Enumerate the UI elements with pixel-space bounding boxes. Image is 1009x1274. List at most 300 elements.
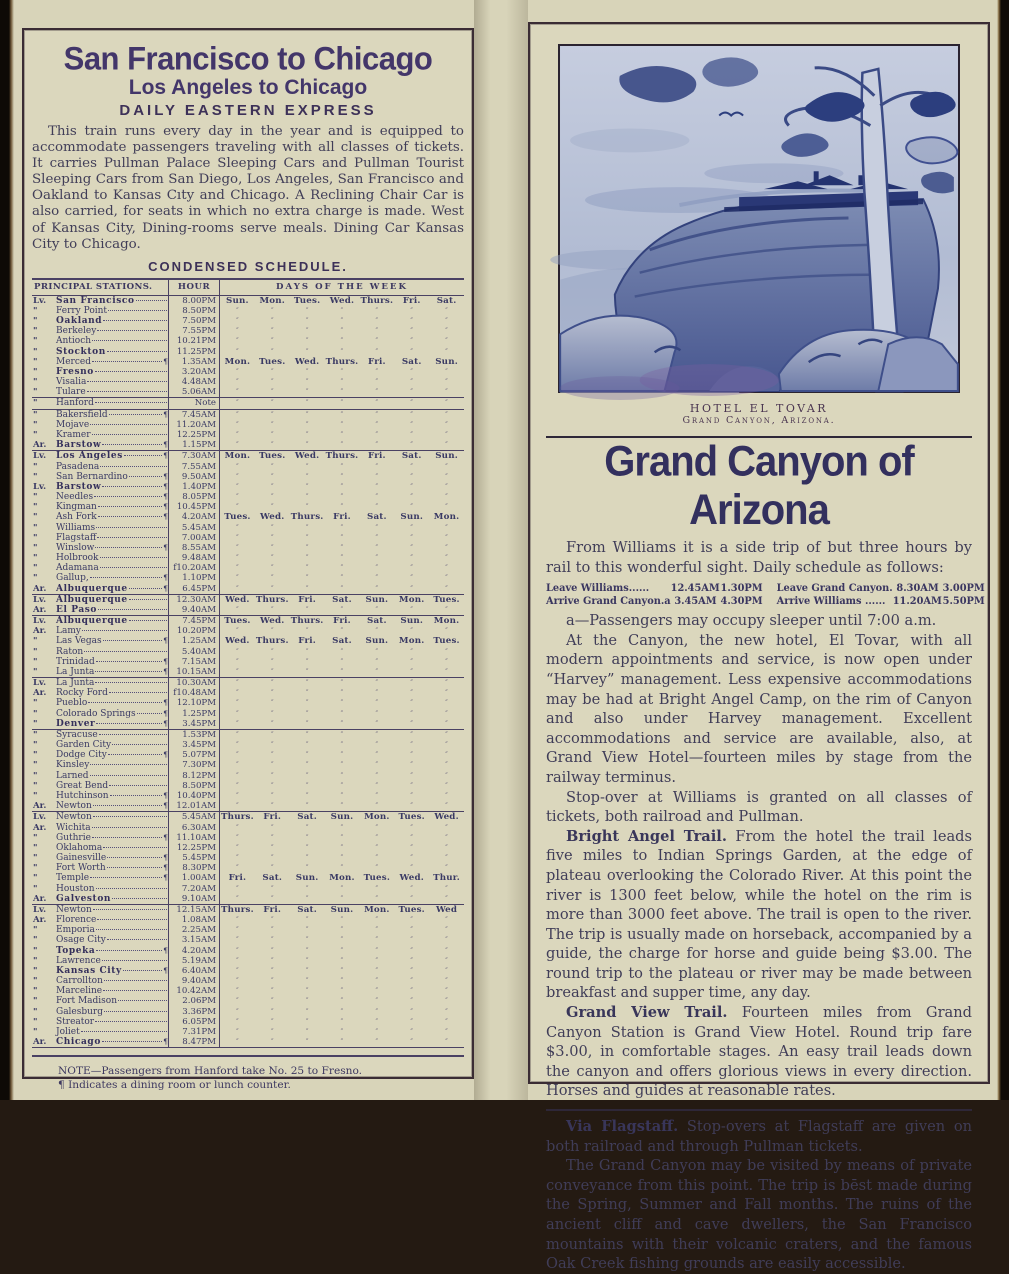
row-direction-label: " [33,502,38,513]
dotted-leader [95,682,167,683]
ditto-mark: ″ [236,317,239,326]
ditto-mark: ″ [340,667,344,676]
dotted-leader [96,723,162,724]
table-row [32,853,464,863]
ditto-mark: ″ [410,997,414,1006]
day-label: Wed [435,904,458,915]
row-direction-label: " [33,708,38,719]
ditto-mark: ″ [270,864,274,873]
ditto-mark: ″ [410,679,414,688]
bright-angel-text: From the hotel the trail leads five miles to Indian Springs Garden, at the edge of plateau overlooking the Colorado River. At this point the river is 1300 feet below, while the hotel on the rim is more than 3000 feet above. The trail is open to the river. The trip is usually made on horseback, accompanied by a guide, the charge for horse and guide being $3.00. The round trip to the plateau or river may be made between breakfast and supper time, any day. [546,827,972,1002]
schedule-rows [32,296,464,1048]
ditto-mark: ″ [445,1027,448,1036]
ditto-mark: ″ [236,884,239,893]
station-name: Temple [56,873,90,884]
ditto-mark: ″ [236,689,239,698]
day-label: Fri. [263,904,282,915]
ditto-mark: ″ [236,523,239,532]
ditto-mark: ″ [410,430,414,439]
ditto-mark: ″ [305,327,309,336]
row-station [56,647,168,657]
dining-mark: ¶ [163,583,168,593]
ditto-mark: ″ [236,781,239,790]
ditto-mark: ″ [270,833,274,842]
ditto-mark: ″ [236,699,239,708]
ditto-mark: ″ [340,441,344,450]
table-row [32,729,464,740]
station-name: Kansas City [56,965,122,976]
station-name: Tulare [56,387,86,398]
row-hour: Note [168,398,220,408]
station-name: Denver [56,718,96,729]
day-label: Fri. [228,873,247,884]
table-row [32,740,464,750]
row-station [56,730,168,740]
ditto-mark: ″ [236,966,239,975]
ditto-mark: ″ [375,554,379,563]
dotted-leader [97,330,167,331]
row-hour: 10.40PM [168,791,220,801]
station-name: Hanford [56,398,94,409]
dining-mark: ¶ [163,1037,168,1047]
station-name: Carrollton [56,976,103,987]
dotted-leader [107,867,162,868]
dotted-leader [96,929,167,930]
ditto-mark: ″ [236,462,239,471]
ditto-mark: ″ [410,802,414,811]
ditto-mark: ″ [375,410,379,419]
ditto-mark: ″ [410,771,414,780]
row-station [56,791,168,801]
day-label: Fri. [298,594,316,605]
row-direction-label: " [33,873,38,884]
row-direction-label: " [33,656,38,667]
day-label: Fri. [367,356,386,367]
ditto-mark: ″ [410,946,414,955]
ditto-mark: ″ [375,966,379,975]
ditto-mark: ″ [375,367,379,376]
dining-mark: ¶ [163,409,168,419]
station-name: Barstow [56,481,102,492]
ditto-mark: ″ [410,337,414,346]
ditto-mark: ″ [340,936,344,945]
ditto-mark: ″ [375,854,379,863]
row-hour: 7.15AM [168,657,220,667]
paragraph-via-flagstaff [546,1117,972,1156]
row-station [56,719,168,729]
row-hour: 11.10AM [168,833,220,843]
row-direction-label: " [33,832,38,843]
day-label: Tues. [224,512,251,523]
dining-mark: ¶ [163,481,168,491]
row-station [56,357,168,367]
table-row [32,1037,464,1047]
page-subtitle: Los Angeles to Chicago [128,76,368,99]
row-direction-label: Lv. [33,678,47,689]
dotted-leader [88,702,162,703]
row-hour: 8.00PM [168,296,220,306]
dotted-leader [96,950,162,951]
ditto-mark: ″ [236,864,239,873]
ditto-mark: ″ [340,751,344,760]
table-notes [32,1055,464,1092]
table-row [32,894,464,904]
row-hour: f10.48AM [168,688,220,698]
ditto-mark: ″ [445,410,448,419]
dotted-leader [81,1031,167,1032]
row-hour: 1.10PM [168,573,220,583]
row-direction-label: Ar. [33,688,47,699]
ditto-mark: ″ [340,946,344,955]
ditto-mark: ″ [445,1007,448,1016]
ditto-mark: ″ [340,472,344,481]
ditto-mark: ″ [445,802,448,811]
table-row [32,512,464,522]
row-hour: 10.45PM [168,502,220,512]
ditto-mark: ″ [270,894,274,903]
ditto-mark: ″ [270,751,274,760]
dotted-leader [103,847,167,848]
row-station [56,935,168,945]
ditto-mark: ″ [236,533,239,542]
table-row [32,647,464,657]
row-station [56,698,168,708]
ditto-mark: ″ [375,493,379,502]
ditto-mark: ″ [410,378,414,387]
ditto-mark: ″ [270,584,274,593]
ditto-mark: ″ [305,1007,309,1016]
row-direction-label: " [33,377,38,388]
row-hour: 3.15AM [168,935,220,945]
ditto-mark: ″ [305,503,309,512]
row-hour: 10.15AM [168,667,220,677]
ditto-mark: ″ [305,1027,309,1036]
ditto-mark: ″ [305,388,309,397]
table-row [32,397,464,408]
table-row [32,492,464,502]
table-row [32,420,464,430]
table-row [32,884,464,894]
day-label: Sun. [330,812,354,823]
station-name: Galesburg [56,1006,103,1017]
row-hour: 1.35AM [168,357,220,367]
row-station [56,462,168,472]
ditto-mark: ″ [340,554,344,563]
day-label: Sat. [366,512,387,523]
ditto-mark: ″ [340,802,344,811]
station-name: Gallup, [56,573,89,584]
ditto-mark: ″ [305,523,309,532]
ditto-mark: ″ [270,462,274,471]
day-label: Sat. [297,904,317,915]
ditto-mark: ″ [375,543,379,552]
right-edge-shadow [997,0,1009,1100]
row-station [56,823,168,833]
ditto-mark: ″ [236,730,239,739]
ditto-mark: ″ [340,781,344,790]
station-name: Williams [56,522,96,533]
row-hour: 10.42AM [168,986,220,996]
day-label: Tues. [398,904,425,915]
row-station [56,976,168,986]
sleeper-note-text: a—Passengers may occupy sleeper until 7:00 a.m. [566,612,937,630]
row-direction-label: " [33,316,38,327]
row-direction-label: " [33,398,38,409]
ditto-mark: ″ [375,946,379,955]
paragraph-private-conveyance [546,1156,972,1274]
ditto-mark: ″ [375,462,379,471]
page-title: San Francisco to Chicago [63,40,433,77]
station-name: Rocky Ford [56,688,108,699]
dining-mark: ¶ [163,356,168,366]
day-label: Tues. [433,636,460,647]
ditto-mark: ″ [375,420,379,429]
ditto-mark: ″ [445,997,448,1006]
ditto-mark: ″ [445,627,448,636]
dining-mark: ¶ [163,573,168,583]
row-direction-label: " [33,522,38,533]
row-hour: 1.53PM [168,730,220,740]
table-row [32,594,464,605]
ditto-mark: ″ [305,792,309,800]
ditto-mark: ″ [340,843,344,852]
station-name: Marceline [56,986,103,997]
row-hour: 7.55AM [168,462,220,472]
row-station [56,1017,168,1027]
ditto-mark: ″ [375,399,379,408]
row-hour: f10.20AM [168,563,220,573]
row-hour: 10.21PM [168,336,220,346]
left-edge-shadow [0,0,14,1100]
ditto-mark: ″ [270,388,274,397]
day-label: Sat. [436,295,457,306]
table-row [32,688,464,698]
ditto-mark: ″ [305,771,309,780]
row-direction-label: Ar. [33,915,47,926]
ditto-mark: ″ [305,781,309,790]
ditto-mark: ″ [305,657,309,666]
ditto-mark: ″ [270,823,274,832]
ditto-mark: ″ [375,843,379,852]
ditto-mark: ″ [375,482,379,491]
row-direction-label: " [33,996,38,1007]
table-row [32,976,464,986]
day-label: Fri. [333,616,351,627]
ditto-mark: ″ [340,884,344,893]
row-direction-label: " [33,492,38,503]
row-direction-label: " [33,935,38,946]
dining-mark: ¶ [163,451,168,461]
day-label: Sat. [332,636,352,647]
row-hour: 7.30AM [168,451,220,461]
dining-mark: ¶ [163,666,168,676]
ditto-mark: ″ [340,771,344,780]
ditto-mark: ″ [236,792,239,800]
table-row [32,462,464,472]
row-hour: 5.45PM [168,853,220,863]
ditto-mark: ″ [305,894,309,903]
ditto-mark: ″ [270,1038,274,1047]
ditto-mark: ″ [270,884,274,893]
dining-mark: ¶ [163,750,168,760]
ditto-mark: ″ [305,493,309,502]
table-row [32,935,464,945]
ditto-mark: ″ [305,997,309,1006]
row-hour: 5.07PM [168,750,220,760]
ditto-mark: ″ [236,956,239,965]
ditto-mark: ″ [445,966,448,975]
ditto-mark: ″ [340,327,344,336]
row-direction-label: Lv. [33,481,47,492]
row-station [56,512,168,522]
station-name: Barstow [56,440,102,451]
ditto-mark: ″ [270,843,274,852]
row-direction-label: " [33,770,38,781]
ditto-mark: ″ [375,792,379,800]
dotted-leader [92,434,167,435]
ditto-mark: ″ [270,441,274,450]
ditto-mark: ″ [445,977,448,986]
station-name: Great Bend [56,780,109,791]
row-hour: 5.40AM [168,647,220,657]
ditto-mark: ″ [236,399,239,408]
hotel-el-tovar-photo [558,44,960,393]
dotted-leader [87,381,167,382]
ditto-mark: ″ [375,306,379,315]
table-row [32,605,464,615]
row-station [56,482,168,492]
ditto-mark: ″ [445,388,448,397]
row-station [56,781,168,791]
ditto-mark: ″ [375,523,379,532]
ditto-mark: ″ [236,997,239,1006]
dining-mark: ¶ [163,863,168,873]
day-label: Thurs. [221,812,254,823]
station-name: Flagstaff [56,532,97,543]
ditto-mark: ″ [340,410,344,419]
dotted-leader [90,877,162,878]
row-direction-label: " [33,740,38,751]
ditto-mark: ″ [305,441,309,450]
ditto-mark: ″ [270,689,274,698]
table-row [32,1007,464,1017]
ditto-mark: ″ [375,533,379,542]
ditto-mark: ″ [410,472,414,481]
row-station [56,771,168,781]
ditto-mark: ″ [410,864,414,873]
ditto-mark: ″ [236,751,239,760]
dining-mark: ¶ [163,832,168,842]
row-hour: 2.25AM [168,925,220,935]
paragraph-sleeper-note [546,611,972,631]
schedule-time-1: 3.45AM [674,596,717,608]
ditto-mark: ″ [305,337,309,346]
train-name: DAILY EASTERN EXPRESS [119,102,377,119]
station-name: Kramer [56,429,91,440]
ditto-mark: ″ [305,605,309,614]
paragraph-bright-angel [546,827,972,1003]
ditto-mark: ″ [375,503,379,512]
row-station [56,523,168,533]
condensed-schedule-heading: CONDENSED SCHEDULE. [148,258,348,274]
stopover-text: Stop-over at Williams is granted on all classes of tickets, both railroad and Pullman. [546,788,972,826]
row-direction-label: " [33,842,38,853]
ditto-mark: ″ [375,802,379,811]
row-station [56,956,168,966]
ditto-mark: ″ [270,605,274,614]
day-label: Mon. [364,812,390,823]
day-label: Mon. [433,616,460,627]
station-name: Fresno [56,366,94,377]
table-row [32,801,464,811]
ditto-mark: ″ [410,956,414,965]
station-name: Chicago [56,1037,101,1048]
note-hanford: NOTE—Passengers from Hanford take No. 25 to Fresno. [58,1065,363,1078]
ditto-mark: ″ [375,719,379,728]
dotted-leader [109,785,167,786]
ditto-mark: ″ [375,667,379,676]
table-row [32,873,464,883]
ditto-mark: ″ [270,699,274,708]
ditto-mark: ″ [236,367,239,376]
row-hour: 12.15AM [168,905,220,915]
ditto-mark: ″ [410,1027,414,1036]
ditto-mark: ″ [340,987,344,996]
row-hour: 5.06AM [168,387,220,397]
row-station [56,296,168,306]
ditto-mark: ″ [410,523,414,532]
ditto-mark: ″ [270,420,274,429]
ditto-mark: ″ [410,327,414,336]
ditto-mark: ″ [270,647,274,656]
ditto-mark: ″ [340,430,344,439]
row-hour: 7.31PM [168,1027,220,1037]
ditto-mark: ″ [305,533,309,542]
ditto-mark: ″ [305,709,309,718]
ditto-mark: ″ [375,864,379,873]
ditto-mark: ″ [375,730,379,739]
side-trip-schedule [546,582,985,608]
row-hour: 8.30PM [168,863,220,873]
schedule-time-2: 4.30PM [720,596,763,608]
station-name: Osage City [56,935,106,946]
row-direction-label: " [33,387,38,398]
table-row [32,347,464,357]
day-label: Sat. [332,594,352,605]
ditto-mark: ″ [445,751,448,760]
row-direction-label: " [33,636,38,647]
ditto-mark: ″ [375,823,379,832]
ditto-mark: ″ [445,584,448,593]
ditto-mark: ″ [410,741,414,750]
row-direction-label: " [33,326,38,337]
day-label: Fri. [263,812,282,823]
day-label: Wed. [225,636,250,647]
ditto-mark: ″ [236,936,239,945]
ditto-mark: ″ [375,771,379,780]
row-direction-label: " [33,542,38,553]
ditto-mark: ″ [236,926,239,935]
ditto-mark: ″ [236,741,239,750]
ditto-mark: ″ [445,884,448,893]
row-hour: 7.55PM [168,326,220,336]
dining-mark: ¶ [163,440,168,450]
ditto-mark: ″ [236,854,239,863]
row-station [56,925,168,935]
row-direction-label: " [33,366,38,377]
table-row [32,719,464,729]
row-direction-label: Ar. [33,583,47,594]
